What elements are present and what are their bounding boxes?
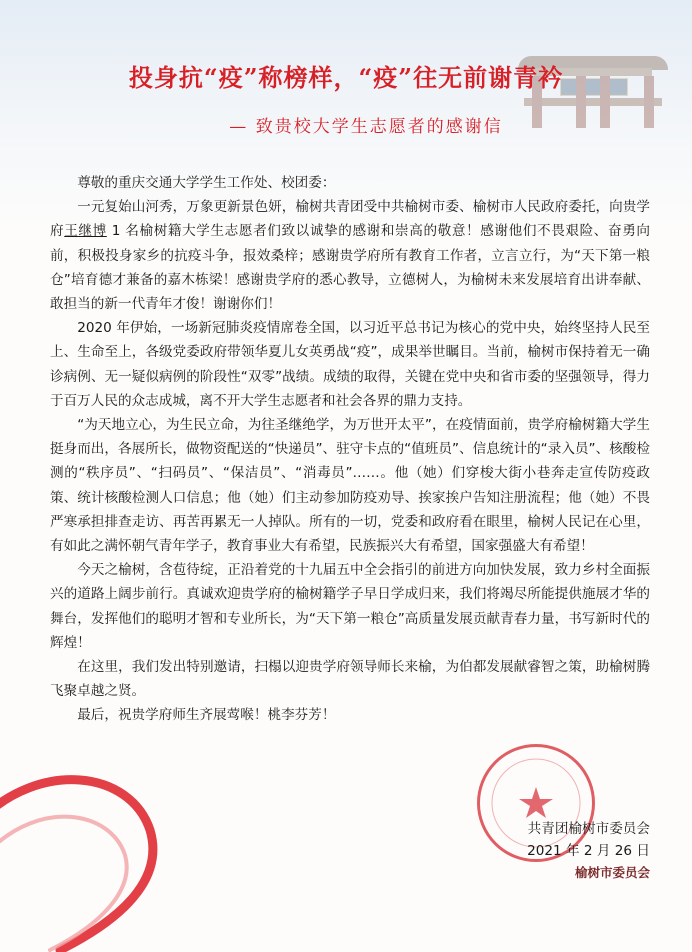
volunteer-name: 王继博 (64, 223, 107, 240)
paragraph-4: 今天之榆树，含苞待绽，正沿着党的十九届五中全会指引的前进方向加快发展，致力乡村全面振兴的道路上阔步前行。真诚欢迎贵学府的榆树籍学子早日学成归来，我们将竭尽所能提供施展才华的舞台，发挥他们的聪明才智和专业所长，为“天下第一粮仓”高质量发展贡献青春力量，书写新时代的辉煌！ (50, 562, 650, 651)
signoff-organization: 共青团榆树市委员会 (527, 821, 650, 837)
signoff-date: 2021 年 2 月 26 日 (527, 843, 650, 859)
paragraph-2: 2020 年伊始，一场新冠肺炎疫情席卷全国，以习近平总书记为核心的党中央，始终坚持人民至上、生命至上，各级党委政府带领华夏儿女英勇战“疫”，成果举世瞩目。当前，榆树市保持着无一确诊病例、无一疑似病例的阶段性“双零”战绩。成绩的取得，关键在党中央和省市委的坚强领导，得力于百万人民的众志成城，离不开大学生志愿者和社会各界的鼎力支持。 (50, 320, 650, 409)
letter-title: 投身抗“疫”称榜样，“疫”往无前谢青衿 (128, 63, 564, 92)
heart-decoration-icon (0, 760, 180, 952)
letter-subtitle: — 致贵校大学生志愿者的感谢信 (229, 117, 503, 137)
paragraph-5: 在这里，我们发出特别邀请，扫榻以迎贵学府领导师长来榆，为伯都发展献睿智之策，助榆树腾飞聚卓越之贤。 (50, 659, 650, 700)
signoff-block (430, 818, 650, 884)
paragraph-6: 最后，祝贵学府师生齐展莺喉！桃李芬芳！ (77, 707, 336, 724)
paragraph-1-text-a: 一元复始山河秀，万象更新景色妍，榆树共青团受中共榆树市委、榆树市人民政府委托，向贵学府 (50, 199, 650, 240)
salutation: 尊敬的重庆交通大学学生工作处、校团委： (77, 175, 336, 191)
signoff-organization-secondary: 榆树市委员会 (574, 865, 650, 880)
paragraph-1-text-b: 1 名榆树籍大学生志愿者们致以诚挚的感谢和崇高的敬意！感谢他们不畏艰险、奋勇向前，积极投身家乡的抗疫斗争，报效桑梓；感谢贵学府所有教育工作者，立言立行，为“天下第一粮仓”培育德才兼备的嘉木栋梁！感谢贵学府的悉心教导，立德树人，为榆树未来发展培育出讲奉献、敢担当的新一代青年才俊！谢谢你们！ (50, 223, 650, 313)
paragraph-3: “为天地立心，为生民立命，为往圣继绝学，为万世开太平”，在疫情面前，贵学府榆树籍大学生挺身而出，各展所长，做物资配送的“快递员”、驻守卡点的“值班员”、信息统计的“录入员”、核酸检测的“秩序员”、“扫码员”、“保洁员”、“消毒员”……。他（她）们穿梭大街小巷奔走宣传防疫政策、统计核酸检测人口信息；他（她）们主动参加防疫劝导、挨家挨户告知注册流程；他（她）不畏严寒承担排查走访、再苦再累无一人掉队。所有的一切，党委和政府看在眼里，榆树人民记在心里，有如此之满怀朝气青年学子，教育事业大有希望，民族振兴大有希望，国家强盛大有希望！ (50, 417, 650, 555)
paragraph-1 (50, 195, 650, 316)
letter-body (50, 171, 650, 728)
